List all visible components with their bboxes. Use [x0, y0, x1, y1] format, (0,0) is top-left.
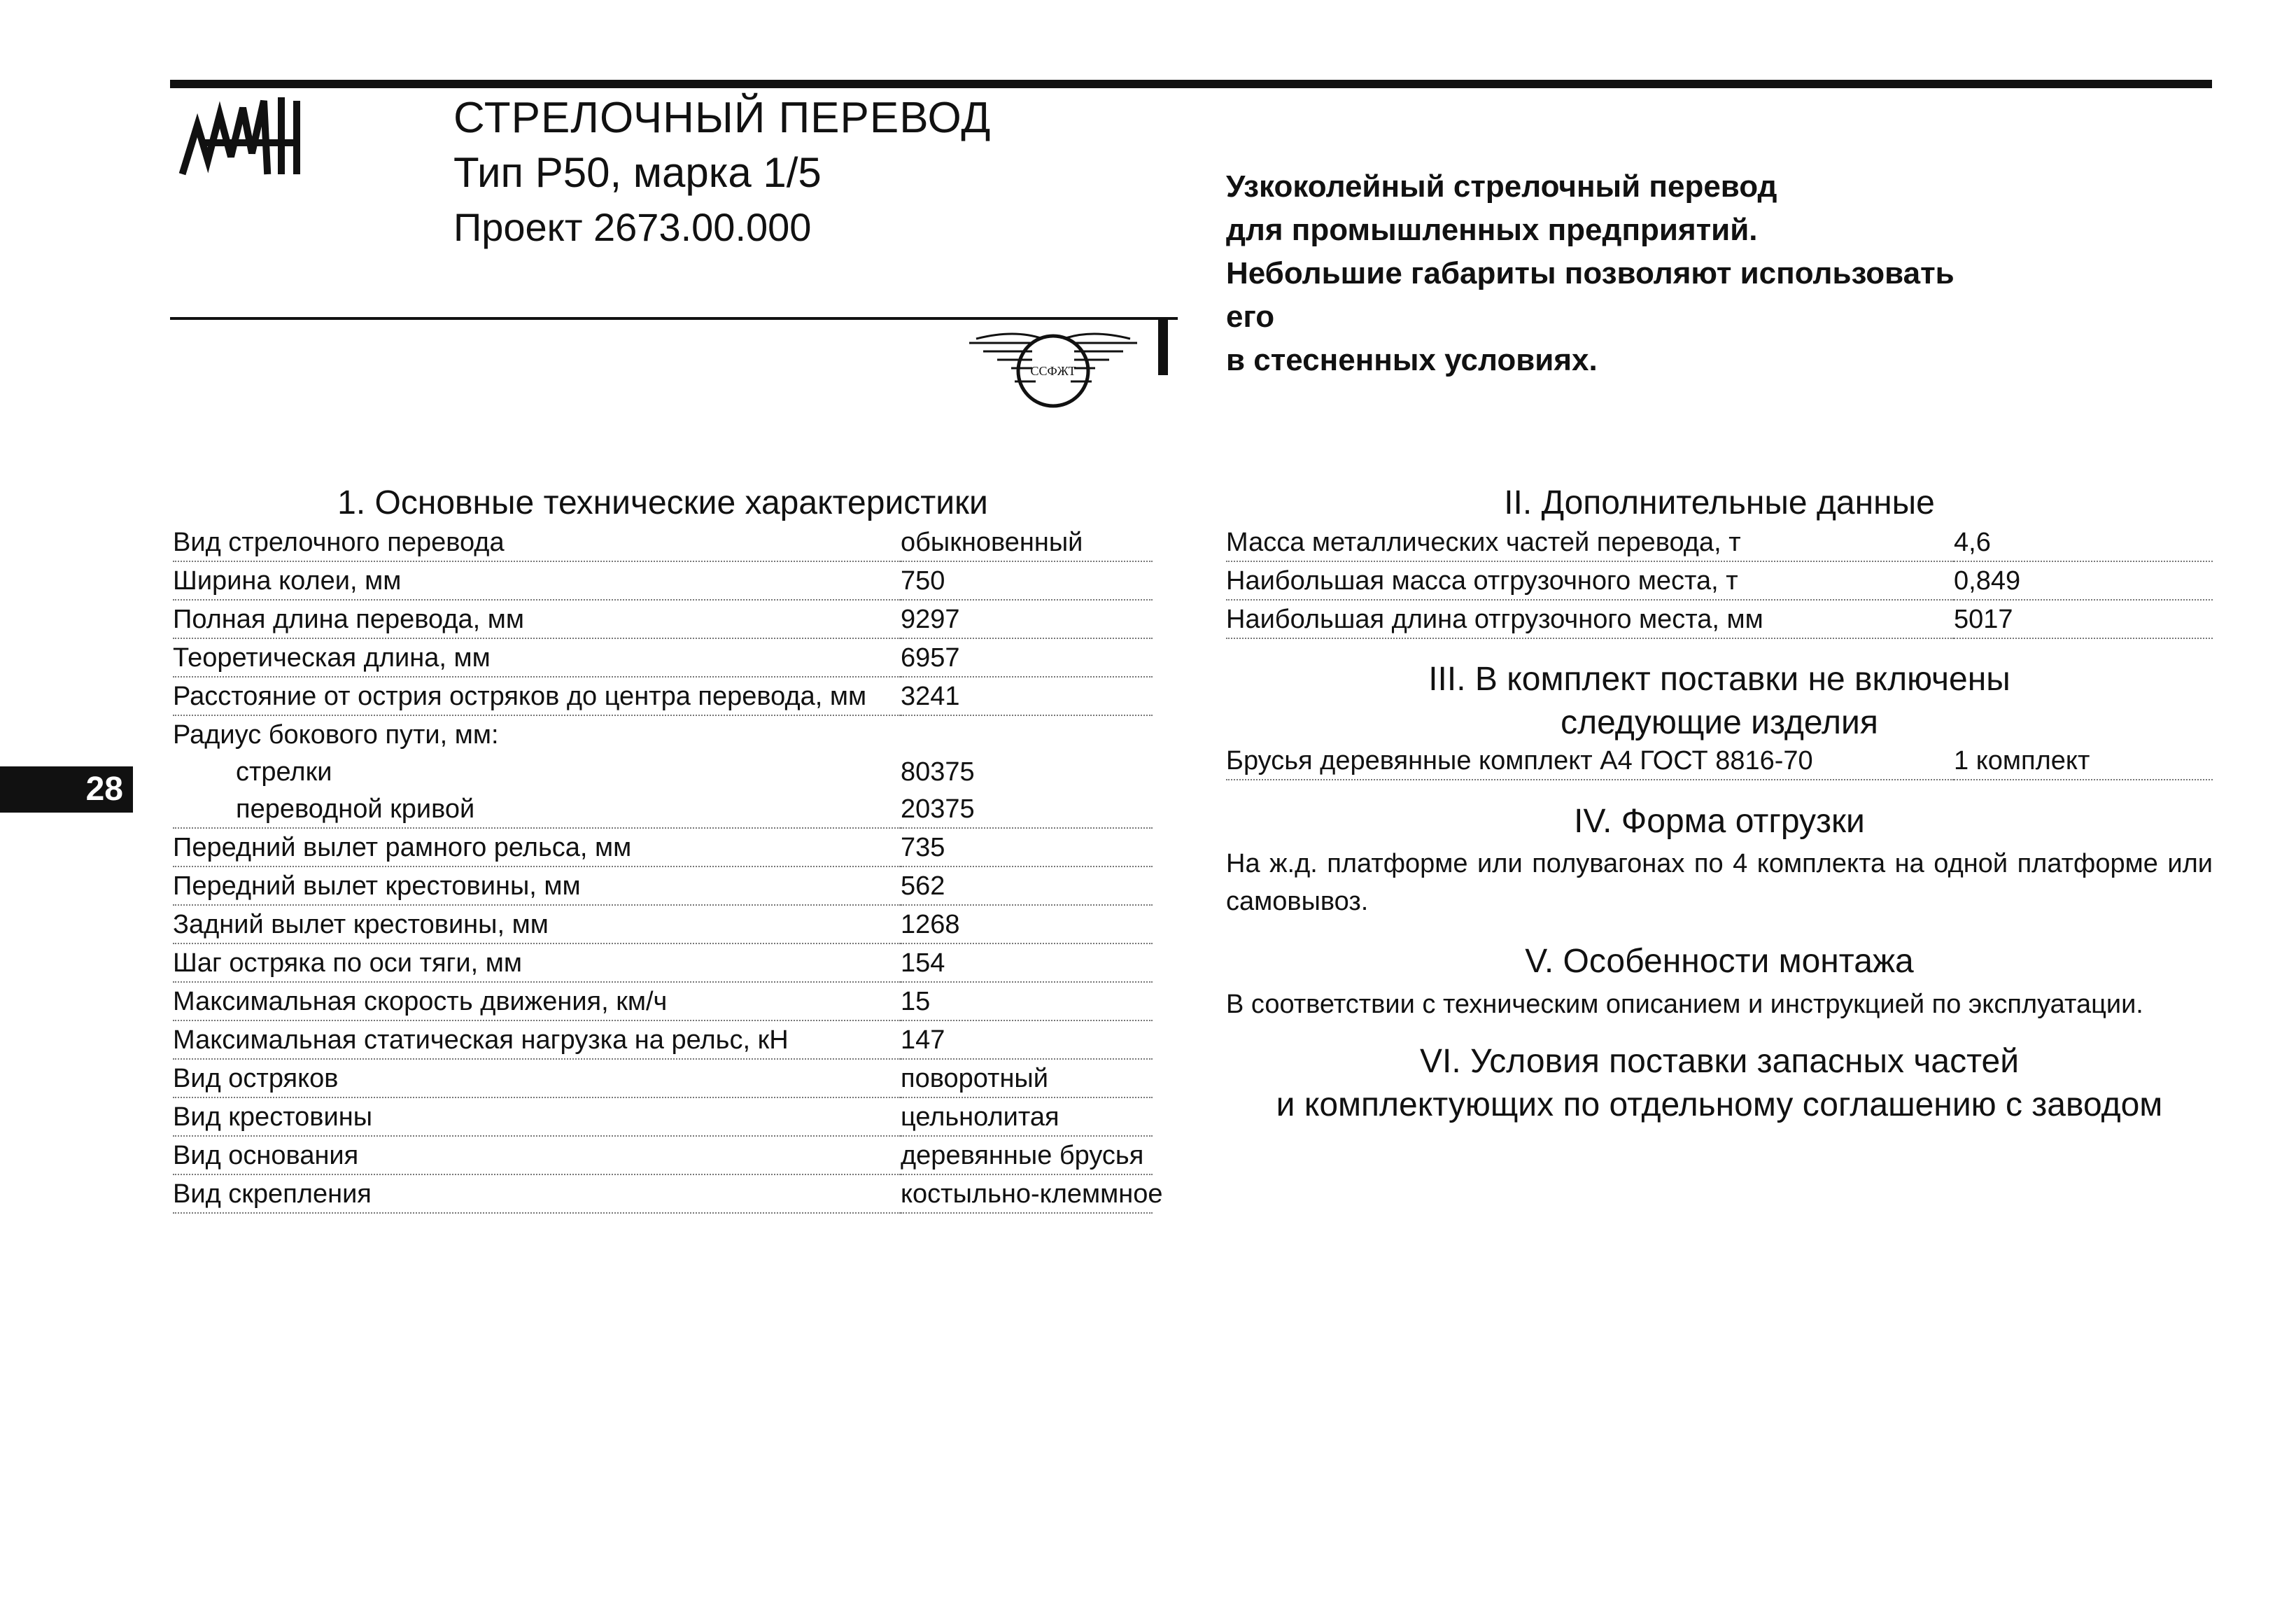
- table-row: [173, 1136, 1153, 1174]
- table-row: [173, 1020, 1153, 1059]
- row-value: 80375: [901, 757, 975, 787]
- row-label: Полная длина перевода, мм: [173, 600, 901, 638]
- description-line: для промышленных предприятий.: [1226, 213, 1758, 247]
- row-label: переводной кривой: [173, 790, 901, 828]
- title-block: [453, 91, 1153, 252]
- header-divider: [170, 317, 1178, 320]
- row-value: 5017: [1954, 600, 2213, 638]
- page-subtitle-type: Тип Р50, марка 1/5: [453, 149, 822, 196]
- table-row: [173, 790, 1153, 828]
- additional-data-table: [1226, 524, 2213, 639]
- table-row: [173, 1059, 1153, 1097]
- table-row: [173, 982, 1153, 1020]
- table-row: [173, 905, 1153, 943]
- description-line: Небольшие габариты позволяют использовать его: [1226, 256, 1955, 334]
- row-value: 1268: [901, 905, 1153, 943]
- row-label: Брусья деревянные комплект А4 ГОСТ 8816-70: [1226, 742, 1954, 780]
- row-label: Вид остряков: [173, 1059, 901, 1097]
- row-label: Ширина колеи, мм: [173, 561, 901, 600]
- product-description: [1226, 165, 1996, 382]
- row-label: Наибольшая длина отгрузочного места, мм: [1226, 600, 1954, 638]
- row-label: Радиус бокового пути, мм:: [173, 720, 499, 750]
- row-value: 1 комплект: [1954, 742, 2213, 780]
- row-value: 562: [901, 866, 1153, 905]
- row-label: Теоретическая длина, мм: [173, 638, 901, 677]
- table-row: [1226, 561, 2213, 600]
- row-value: деревянные брусья: [901, 1136, 1153, 1174]
- row-label: Вид скрепления: [173, 1174, 901, 1213]
- table-row: [173, 753, 1153, 790]
- row-value: обыкновенный: [901, 524, 1153, 561]
- row-label: Задний вылет крестовины, мм: [173, 905, 901, 943]
- section5-title: V. Особенности монтажа: [1525, 943, 1914, 980]
- table-row: [173, 600, 1153, 638]
- row-value: 147: [901, 1020, 1153, 1059]
- row-label: Максимальная скорость движения, км/ч: [173, 982, 901, 1020]
- table-row: [173, 1174, 1153, 1213]
- row-label: Вид стрелочного перевода: [173, 524, 901, 561]
- emblem-text: ССФЖТ: [1030, 364, 1076, 378]
- row-value: 3241: [901, 677, 1153, 715]
- row-value: 6957: [901, 638, 1153, 677]
- row-label: Максимальная статическая нагрузка на рельс, кН: [173, 1020, 901, 1059]
- section2-title: II. Дополнительные данные: [1504, 484, 1935, 521]
- description-line: Узкоколейный стрелочный перевод: [1226, 169, 1777, 204]
- header-divider-tick: [1158, 319, 1168, 375]
- row-value: 735: [901, 828, 1153, 866]
- row-value: 20375: [901, 790, 1153, 828]
- excluded-items-table: [1226, 742, 2213, 780]
- row-value: поворотный: [901, 1059, 1153, 1097]
- company-logo-icon: [176, 94, 302, 183]
- section4-text: На ж.д. платформе или полувагонах по 4 комплекта на одной платформе или самовывоз.: [1226, 849, 2213, 916]
- top-rule: [170, 80, 2212, 88]
- row-label: Расстояние от острия остряков до центра перевода, мм: [173, 677, 901, 715]
- row-value: цельнолитая: [901, 1097, 1153, 1136]
- row-value: 154: [901, 943, 1153, 982]
- table-row: [173, 524, 1153, 561]
- section6-title-line1: VI. Условия поставки запасных частей: [1419, 1043, 2020, 1080]
- page-number-tab: 28: [0, 766, 133, 813]
- section1-title: 1. Основные технические характеристики: [337, 484, 988, 521]
- row-value: 0,849: [1954, 561, 2213, 600]
- page-title: СТРЕЛОЧНЫЙ ПЕРЕВОД: [453, 94, 992, 142]
- table-row: [173, 561, 1153, 600]
- table-row: [1226, 742, 2213, 780]
- table-row: [173, 828, 1153, 866]
- table-row: [173, 677, 1153, 715]
- table-row: [173, 866, 1153, 905]
- row-value: [901, 715, 1153, 753]
- winged-emblem-icon: [966, 329, 1141, 417]
- row-label: Вид основания: [173, 1136, 901, 1174]
- table-row: [173, 715, 1153, 753]
- row-value: 750: [901, 561, 1153, 600]
- section5-text: В соответствии с техническим описанием и инструкцией по эксплуатации.: [1226, 990, 2143, 1019]
- tech-spec-table: [173, 524, 1163, 1214]
- row-value: 9297: [901, 600, 1153, 638]
- table-row: [1226, 524, 2213, 561]
- row-label: Вид крестовины: [173, 1097, 901, 1136]
- row-label: Шаг остряка по оси тяги, мм: [173, 943, 901, 982]
- table-row: [1226, 600, 2213, 638]
- row-label: Передний вылет рамного рельса, мм: [173, 828, 901, 866]
- table-row: [173, 638, 1153, 677]
- row-value: костыльно-клеммное: [901, 1174, 1153, 1213]
- row-value: 15: [901, 982, 1153, 1020]
- table-row: [173, 1097, 1153, 1136]
- row-label: стрелки: [236, 757, 332, 787]
- section3-title-line1: III. В комплект поставки не включены: [1428, 661, 2010, 698]
- section3-title: [1226, 658, 2213, 745]
- page-subtitle-project: Проект 2673.00.000: [453, 205, 812, 249]
- row-label: Масса металлических частей перевода, т: [1226, 524, 1954, 561]
- table-row: [173, 943, 1153, 982]
- description-line: в стесненных условиях.: [1226, 343, 1598, 377]
- row-label: Наибольшая масса отгрузочного места, т: [1226, 561, 1954, 600]
- section4-title: IV. Форма отгрузки: [1574, 803, 1865, 840]
- section3-title-line2: следующие изделия: [1561, 704, 1878, 741]
- row-value: 4,6: [1954, 524, 2213, 561]
- row-label: Передний вылет крестовины, мм: [173, 866, 901, 905]
- section6-title: [1226, 1040, 2213, 1127]
- section6-title-line2: и комплектующих по отдельному соглашению с заводом: [1276, 1086, 2163, 1123]
